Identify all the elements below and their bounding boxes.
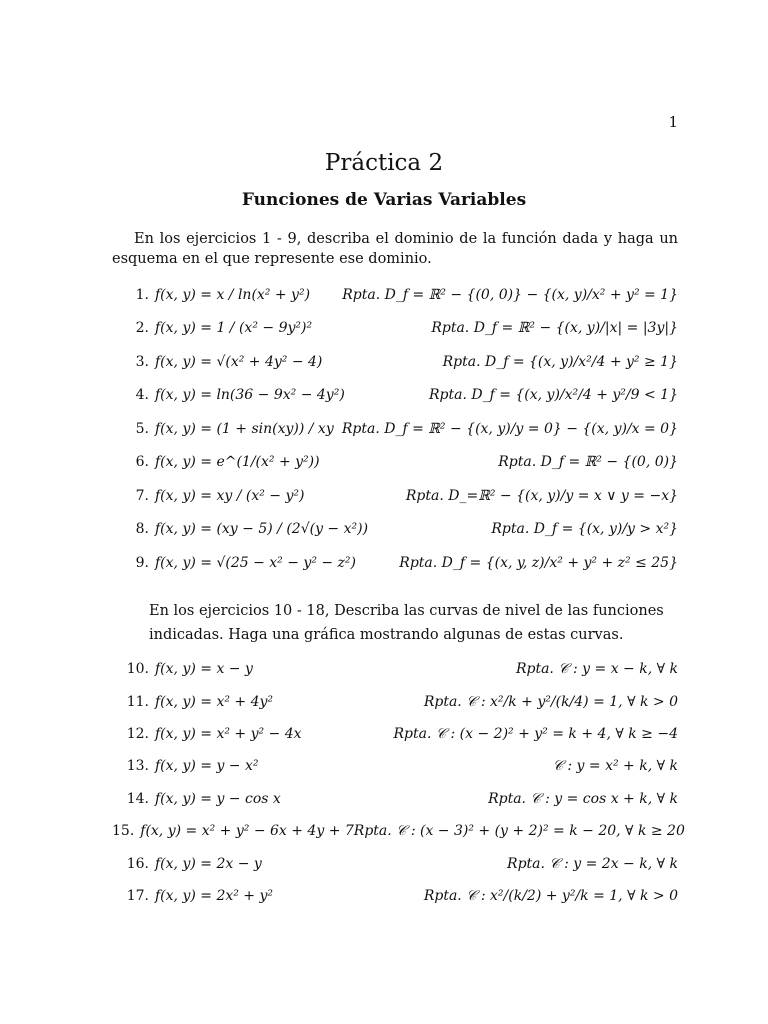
exercise-function: f(x, y) = (xy − 5) / (2√(y − x²)) [155,521,369,538]
exercise-answer: Rpta. D_f = ℝ² − {(0, 0)} [498,454,678,471]
exercise-answer: Rpta. 𝒞 : x²/k + y²/(k/4) = 1, ∀ k > 0 [423,693,678,710]
exercise-answer: Rpta. 𝒞 : y = cos x + k, ∀ k [488,790,678,807]
exercise-item [112,278,678,312]
exercise-function: f(x, y) = e^(1/(x² + y²)) [155,454,320,471]
exercise-item [112,685,678,717]
exercise-number: 16. [126,855,149,872]
exercise-function: f(x, y) = (1 + sin(xy)) / xy [155,420,334,437]
exercise-function: f(x, y) = xy / (x² − y²) [155,487,305,504]
exercise-function: f(x, y) = 2x − y [155,855,262,872]
exercise-number: 3. [135,353,149,370]
exercise-number: 11. [126,693,149,710]
exercise-number: 8. [135,521,149,538]
exercise-list-level-curves [112,653,685,912]
exercise-item [112,815,685,847]
page-number: 1 [668,113,678,131]
exercise-item [112,513,678,547]
exercise-item [112,847,678,879]
exercise-list-domains [112,278,678,580]
page-subtitle: Funciones de Varias Variables [241,190,527,210]
exercise-function: f(x, y) = 1 / (x² − 9y²)² [155,320,313,337]
exercise-number: 9. [135,554,149,571]
exercise-function: f(x, y) = x² + 4y² [155,693,274,710]
exercise-number: 5. [135,420,149,437]
exercise-function: f(x, y) = y − cos x [155,790,281,807]
exercise-item [112,546,678,580]
exercise-answer: Rpta. D_f = ℝ² − {(0, 0)} − {(x, y)/x² + y² = 1} [342,286,678,303]
exercise-function: f(x, y) = x² + y² − 4x [155,725,302,742]
exercise-number: 4. [135,387,149,404]
exercise-item [112,750,678,782]
exercise-answer: Rpta. 𝒞 : (x − 2)² + y² = k + 4, ∀ k ≥ −4 [393,725,678,742]
section1-intro: En los ejercicios 1 - 9, describa el dominio de la función dada y haga un esquema en el que represente ese dominio. [112,231,678,267]
exercise-function: f(x, y) = x − y [155,661,253,678]
exercise-item [112,446,678,480]
exercise-number: 10. [126,661,149,678]
exercise-answer: Rpta. D_f = ℝ² − {(x, y)/|x| = |3y|} [431,320,678,337]
exercise-number: 14. [126,790,149,807]
exercise-item [112,718,678,750]
exercise-answer: Rpta. D_f = {(x, y)/y > x²} [491,521,678,538]
exercise-number: 1. [135,286,149,303]
exercise-answer: Rpta. 𝒞 : y = x − k, ∀ k [515,661,678,678]
section2-intro: En los ejercicios 10 - 18, Describa las curvas de nivel de las funciones indicadas. Haga una gráfica mostrando algunas de estas curvas. [149,603,664,643]
exercise-answer: Rpta. D_=ℝ² − {(x, y)/y = x ∨ y = −x} [405,487,678,504]
exercise-function: f(x, y) = √(25 − x² − y² − z²) [155,554,357,571]
exercise-answer: 𝒞 : y = x² + k, ∀ k [552,758,678,775]
exercise-answer: Rpta. D_f = {(x, y, z)/x² + y² + z² ≤ 25} [399,554,678,571]
exercise-answer: Rpta. 𝒞 : (x − 3)² + (y + 2)² = k − 20, ∀ k ≥ 20 [353,823,685,840]
exercise-number: 15. [112,823,135,840]
exercise-item [112,312,678,346]
exercise-answer: Rpta. D_f = ℝ² − {(x, y)/y = 0} − {(x, y)/x = 0} [341,420,678,437]
exercise-answer: Rpta. D_f = {(x, y)/x²/4 + y²/9 < 1} [428,387,678,404]
exercise-answer: Rpta. D_f = {(x, y)/x²/4 + y² ≥ 1} [442,353,678,370]
exercise-function: f(x, y) = x / ln(x² + y²) [155,286,311,303]
exercise-function: f(x, y) = 2x² + y² [155,887,274,904]
exercise-item [112,379,678,413]
exercise-function: f(x, y) = √(x² + 4y² − 4) [155,353,323,370]
exercise-item [112,412,678,446]
exercise-function: f(x, y) = y − x² [155,758,259,775]
page-title: Práctica 2 [324,150,444,176]
exercise-number: 17. [126,887,149,904]
exercise-item [112,345,678,379]
exercise-number: 12. [126,725,149,742]
exercise-function: f(x, y) = ln(36 − 9x² − 4y²) [155,387,345,404]
exercise-number: 7. [135,487,149,504]
exercise-item [112,479,678,513]
exercise-item [112,783,678,815]
exercise-number: 2. [135,320,149,337]
exercise-answer: Rpta. 𝒞 : y = 2x − k, ∀ k [507,855,678,872]
exercise-function: f(x, y) = x² + y² − 6x + 4y + 7 [140,823,354,840]
exercise-number: 6. [135,454,149,471]
exercise-item [112,653,678,685]
exercise-answer: Rpta. 𝒞 : x²/(k/2) + y²/k = 1, ∀ k > 0 [423,887,678,904]
exercise-number: 13. [126,758,149,775]
exercise-item [112,880,678,912]
